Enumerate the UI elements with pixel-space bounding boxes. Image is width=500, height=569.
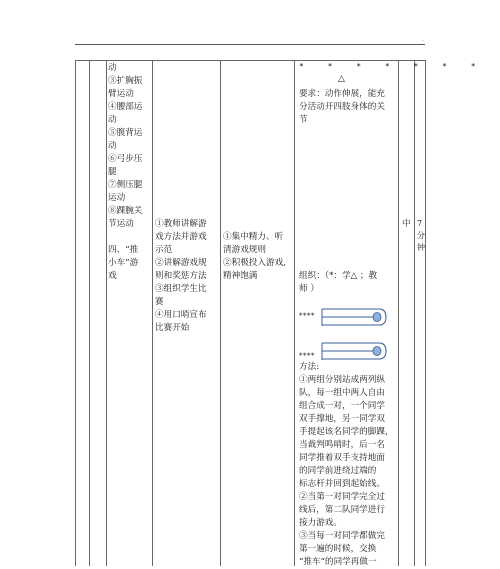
content-line: ⑤腹背运 bbox=[108, 128, 143, 138]
organization-requirement bbox=[299, 88, 385, 127]
formation-row-students: **** bbox=[299, 312, 315, 320]
method-line: 的同学前进绕过端的 bbox=[299, 466, 377, 476]
method-line: 组合成一对，一个同学 bbox=[299, 401, 385, 411]
requirement-line: 要求：动作伸展，能充 bbox=[299, 89, 385, 99]
student-line: ②积极投入游戏, bbox=[223, 258, 286, 268]
time-line: 钟 bbox=[417, 243, 425, 252]
teacher-line: 比赛开始 bbox=[155, 323, 190, 333]
method-line: 双手撑地，另一同学双 bbox=[299, 414, 385, 424]
content-line: ④腰部运 bbox=[108, 102, 143, 112]
student-line: ①集中精力、听 bbox=[223, 232, 284, 242]
formation-row-students: **** bbox=[299, 352, 315, 360]
content-line: 节运动 bbox=[108, 219, 134, 229]
content-line: ⑦侧压腿 bbox=[108, 180, 143, 190]
teacher-line: 示范 bbox=[155, 245, 173, 255]
method-line: ①两组分别站成两列纵 bbox=[299, 375, 385, 385]
method-line: 队，每一组中两人自由 bbox=[299, 388, 385, 398]
method-line: 接力游戏。 bbox=[299, 518, 342, 528]
col-border-1 bbox=[75, 60, 76, 566]
col-border-6 bbox=[294, 60, 295, 566]
student-activity bbox=[223, 231, 286, 283]
requirement-line: 分活动开四肢身体的关 bbox=[299, 102, 385, 112]
content-line bbox=[108, 231, 142, 244]
marker-pole-icon bbox=[299, 307, 394, 327]
marker-pole-icon bbox=[299, 341, 394, 361]
method-line: 线后，第二队同学进行 bbox=[299, 505, 385, 515]
time-line: 分 bbox=[417, 231, 425, 240]
formation-row-2 bbox=[299, 341, 394, 361]
content-column bbox=[108, 62, 142, 283]
method-line: 手提起该名同学的脚踝， bbox=[299, 427, 394, 437]
content-line: ⑧踝腕关 bbox=[108, 206, 143, 216]
formation-stars: * * * * * * * bbox=[299, 62, 486, 71]
teacher-line: ④用口哨宣布 bbox=[155, 310, 207, 320]
teacher-line: ①教师讲解游 bbox=[155, 219, 207, 229]
content-line: 四、“推 bbox=[108, 245, 139, 255]
teacher-line: ③组织学生比 bbox=[155, 284, 207, 294]
student-line: 清游戏规则 bbox=[223, 245, 266, 255]
time-value bbox=[417, 218, 425, 254]
col-border-5 bbox=[220, 60, 221, 566]
col-border-2 bbox=[89, 60, 90, 566]
content-line: 戏 bbox=[108, 271, 117, 281]
teacher-line: 赛 bbox=[155, 297, 164, 307]
content-line: 臂运动 bbox=[108, 89, 134, 99]
col-border-8 bbox=[414, 60, 415, 566]
student-line: 精神饱满 bbox=[223, 271, 258, 281]
header-rule bbox=[75, 44, 425, 45]
method-line: 标志杆并回到起始线。 bbox=[299, 479, 385, 489]
method-line: ②当第一对同学完全过 bbox=[299, 492, 385, 502]
method-title: 方法: bbox=[299, 362, 320, 372]
formation-row-1 bbox=[299, 307, 394, 327]
col-border-9 bbox=[425, 60, 426, 566]
requirement-line: 节 bbox=[299, 115, 308, 125]
method-section bbox=[299, 361, 394, 569]
content-line: 运动 bbox=[108, 193, 126, 203]
teacher-line: 则和奖惩方法 bbox=[155, 271, 207, 281]
organization-legend bbox=[299, 270, 377, 296]
organization-line: 组织：（*：学△ ；教 bbox=[299, 271, 378, 281]
content-line: 动 bbox=[108, 141, 117, 151]
organization-line: 师 ） bbox=[299, 284, 319, 294]
header-mark: · bbox=[422, 38, 424, 45]
teacher-line: 戏方法并游戏 bbox=[155, 232, 207, 242]
teacher-triangle-icon: △ bbox=[338, 74, 345, 84]
teacher-line: ②讲解游戏规 bbox=[155, 258, 207, 268]
time-line: 7 bbox=[417, 219, 423, 228]
table-top-border bbox=[75, 60, 425, 61]
content-line: 腿 bbox=[108, 167, 117, 177]
intensity-value: 中 bbox=[402, 219, 411, 229]
col-border-7 bbox=[398, 60, 399, 566]
method-line: ③当每一对同学都做完 bbox=[299, 531, 385, 541]
col-border-4 bbox=[152, 60, 153, 566]
col-border-3 bbox=[106, 60, 107, 566]
method-line: “推车”的同学再做一 bbox=[299, 557, 377, 567]
method-line: 同学推着双手支持地面 bbox=[299, 453, 385, 463]
teacher-activity bbox=[155, 218, 207, 335]
method-line: 当裁判鸣哨时，后一名 bbox=[299, 440, 385, 450]
content-line: 小车”游 bbox=[108, 258, 139, 268]
content-line: 动 bbox=[108, 115, 117, 125]
content-line: ③扩胸振 bbox=[108, 76, 143, 86]
content-line: 动 bbox=[108, 63, 117, 73]
method-line: 第一遍的时候，交换 bbox=[299, 544, 377, 554]
content-line: ⑥弓步压 bbox=[108, 154, 143, 164]
